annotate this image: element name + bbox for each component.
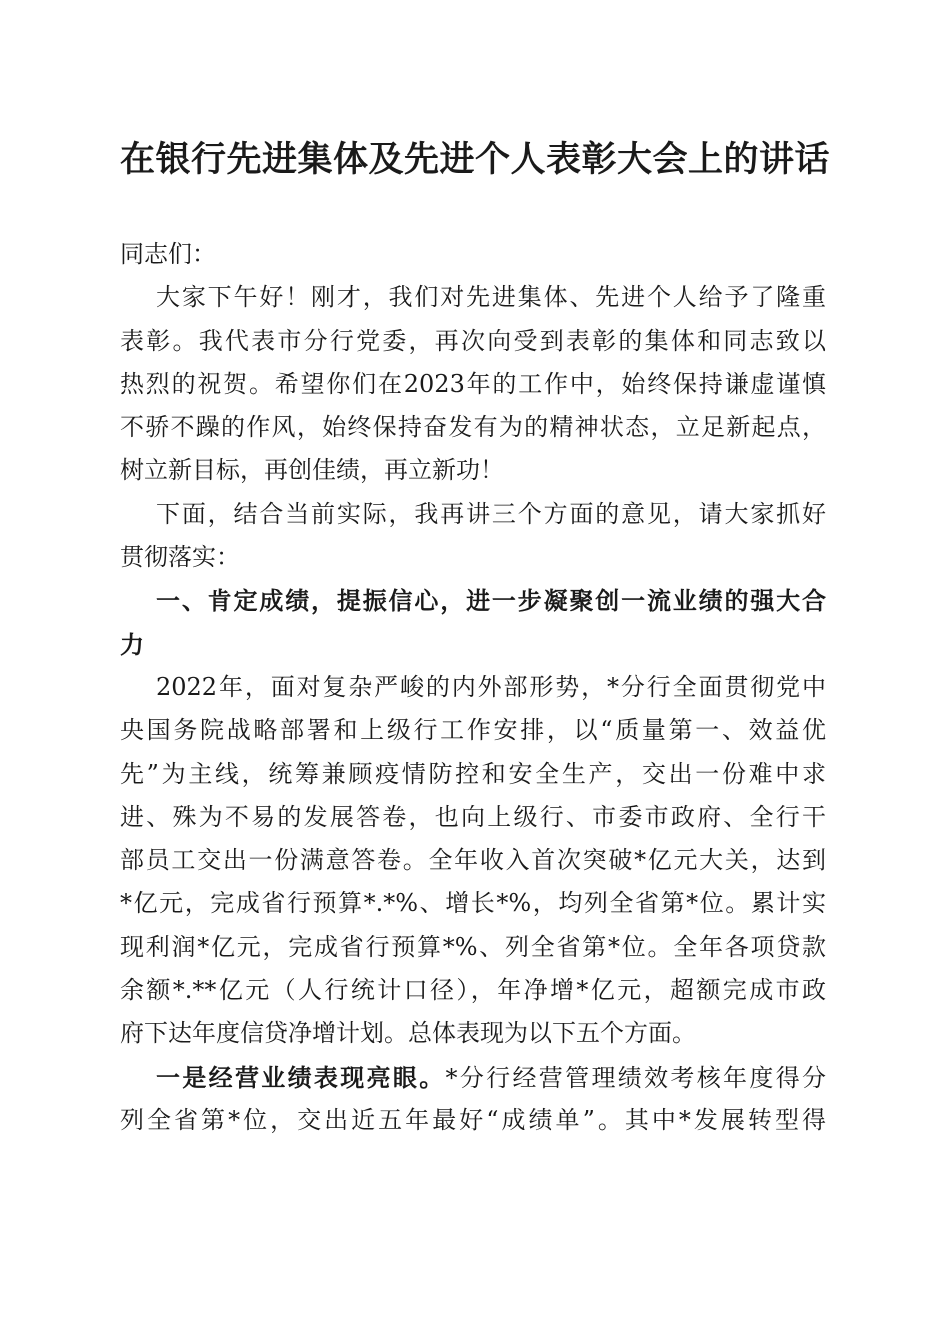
document-title: 在银行先进集体及先进个人表彰大会上的讲话: [119, 139, 830, 180]
paragraph-line: 先”为主线，统筹兼顾疫情防控和安全生产，交出一份难中求: [120, 759, 826, 788]
paragraph-line: 树立新目标，再创佳绩，再立新功！: [120, 456, 504, 485]
paragraph-line: 列全省第*位，交出近五年最好“成绩单”。其中*发展转型得: [120, 1105, 826, 1134]
paragraph-line: 部员工交出一份满意答卷。全年收入首次突破*亿元大关，达到: [120, 846, 826, 875]
paragraph-line: 表彰。我代表市分行党委，再次向受到表彰的集体和同志致以: [120, 326, 826, 355]
paragraph-line: 现利润*亿元，完成省行预算*%、列全省第*位。全年各项贷款: [120, 932, 826, 961]
salutation: 同志们：: [120, 240, 216, 268]
paragraph-line: 2022年，面对复杂严峻的内外部形势，*分行全面贯彻党中: [156, 672, 826, 701]
document-body: [120, 233, 826, 1142]
paragraph-line: 不骄不躁的作风，始终保持奋发有为的精神状态，立足新起点，: [120, 413, 826, 442]
paragraph-line: 大家下午好！刚才，我们对先进集体、先进个人给予了隆重: [156, 283, 826, 312]
paragraph-line: 热烈的祝贺。希望你们在2023年的工作中，始终保持谦虚谨慎: [120, 369, 826, 398]
paragraph-line: 央国务院战略部署和上级行工作安排，以“质量第一、效益优: [120, 716, 826, 745]
section-heading: [120, 579, 826, 666]
paragraph-line: [120, 1056, 826, 1099]
paragraph-performance: [120, 666, 826, 1056]
paragraph-line: 贯彻落实：: [120, 543, 240, 572]
paragraph-line: *亿元，完成省行预算*.*%、增长*%，均列全省第*位。累计实: [120, 889, 826, 918]
heading-line: 力: [120, 629, 144, 659]
paragraph-line: 府下达年度信贷净增计划。总体表现为以下五个方面。: [120, 1019, 696, 1048]
paragraph-line: 余额*.**亿元（人行统计口径），年净增*亿元，超额完成市政: [120, 976, 826, 1005]
paragraph-greeting: [120, 276, 826, 492]
paragraph-line: 进、殊为不易的发展答卷，也向上级行、市委市政府、全行干: [120, 802, 826, 831]
heading-line: 一、肯定成绩，提振信心，进一步凝聚创一流业绩的强大合: [156, 586, 826, 616]
paragraph-lead: 一是经营业绩表现亮眼。: [156, 1062, 446, 1092]
paragraph-line-text: *分行经营管理绩效考核年度得分: [445, 1063, 826, 1092]
paragraph-line: 下面，结合当前实际，我再讲三个方面的意见，请大家抓好: [156, 499, 826, 528]
paragraph-intro: [120, 493, 826, 580]
paragraph-highlights: [120, 1056, 826, 1143]
